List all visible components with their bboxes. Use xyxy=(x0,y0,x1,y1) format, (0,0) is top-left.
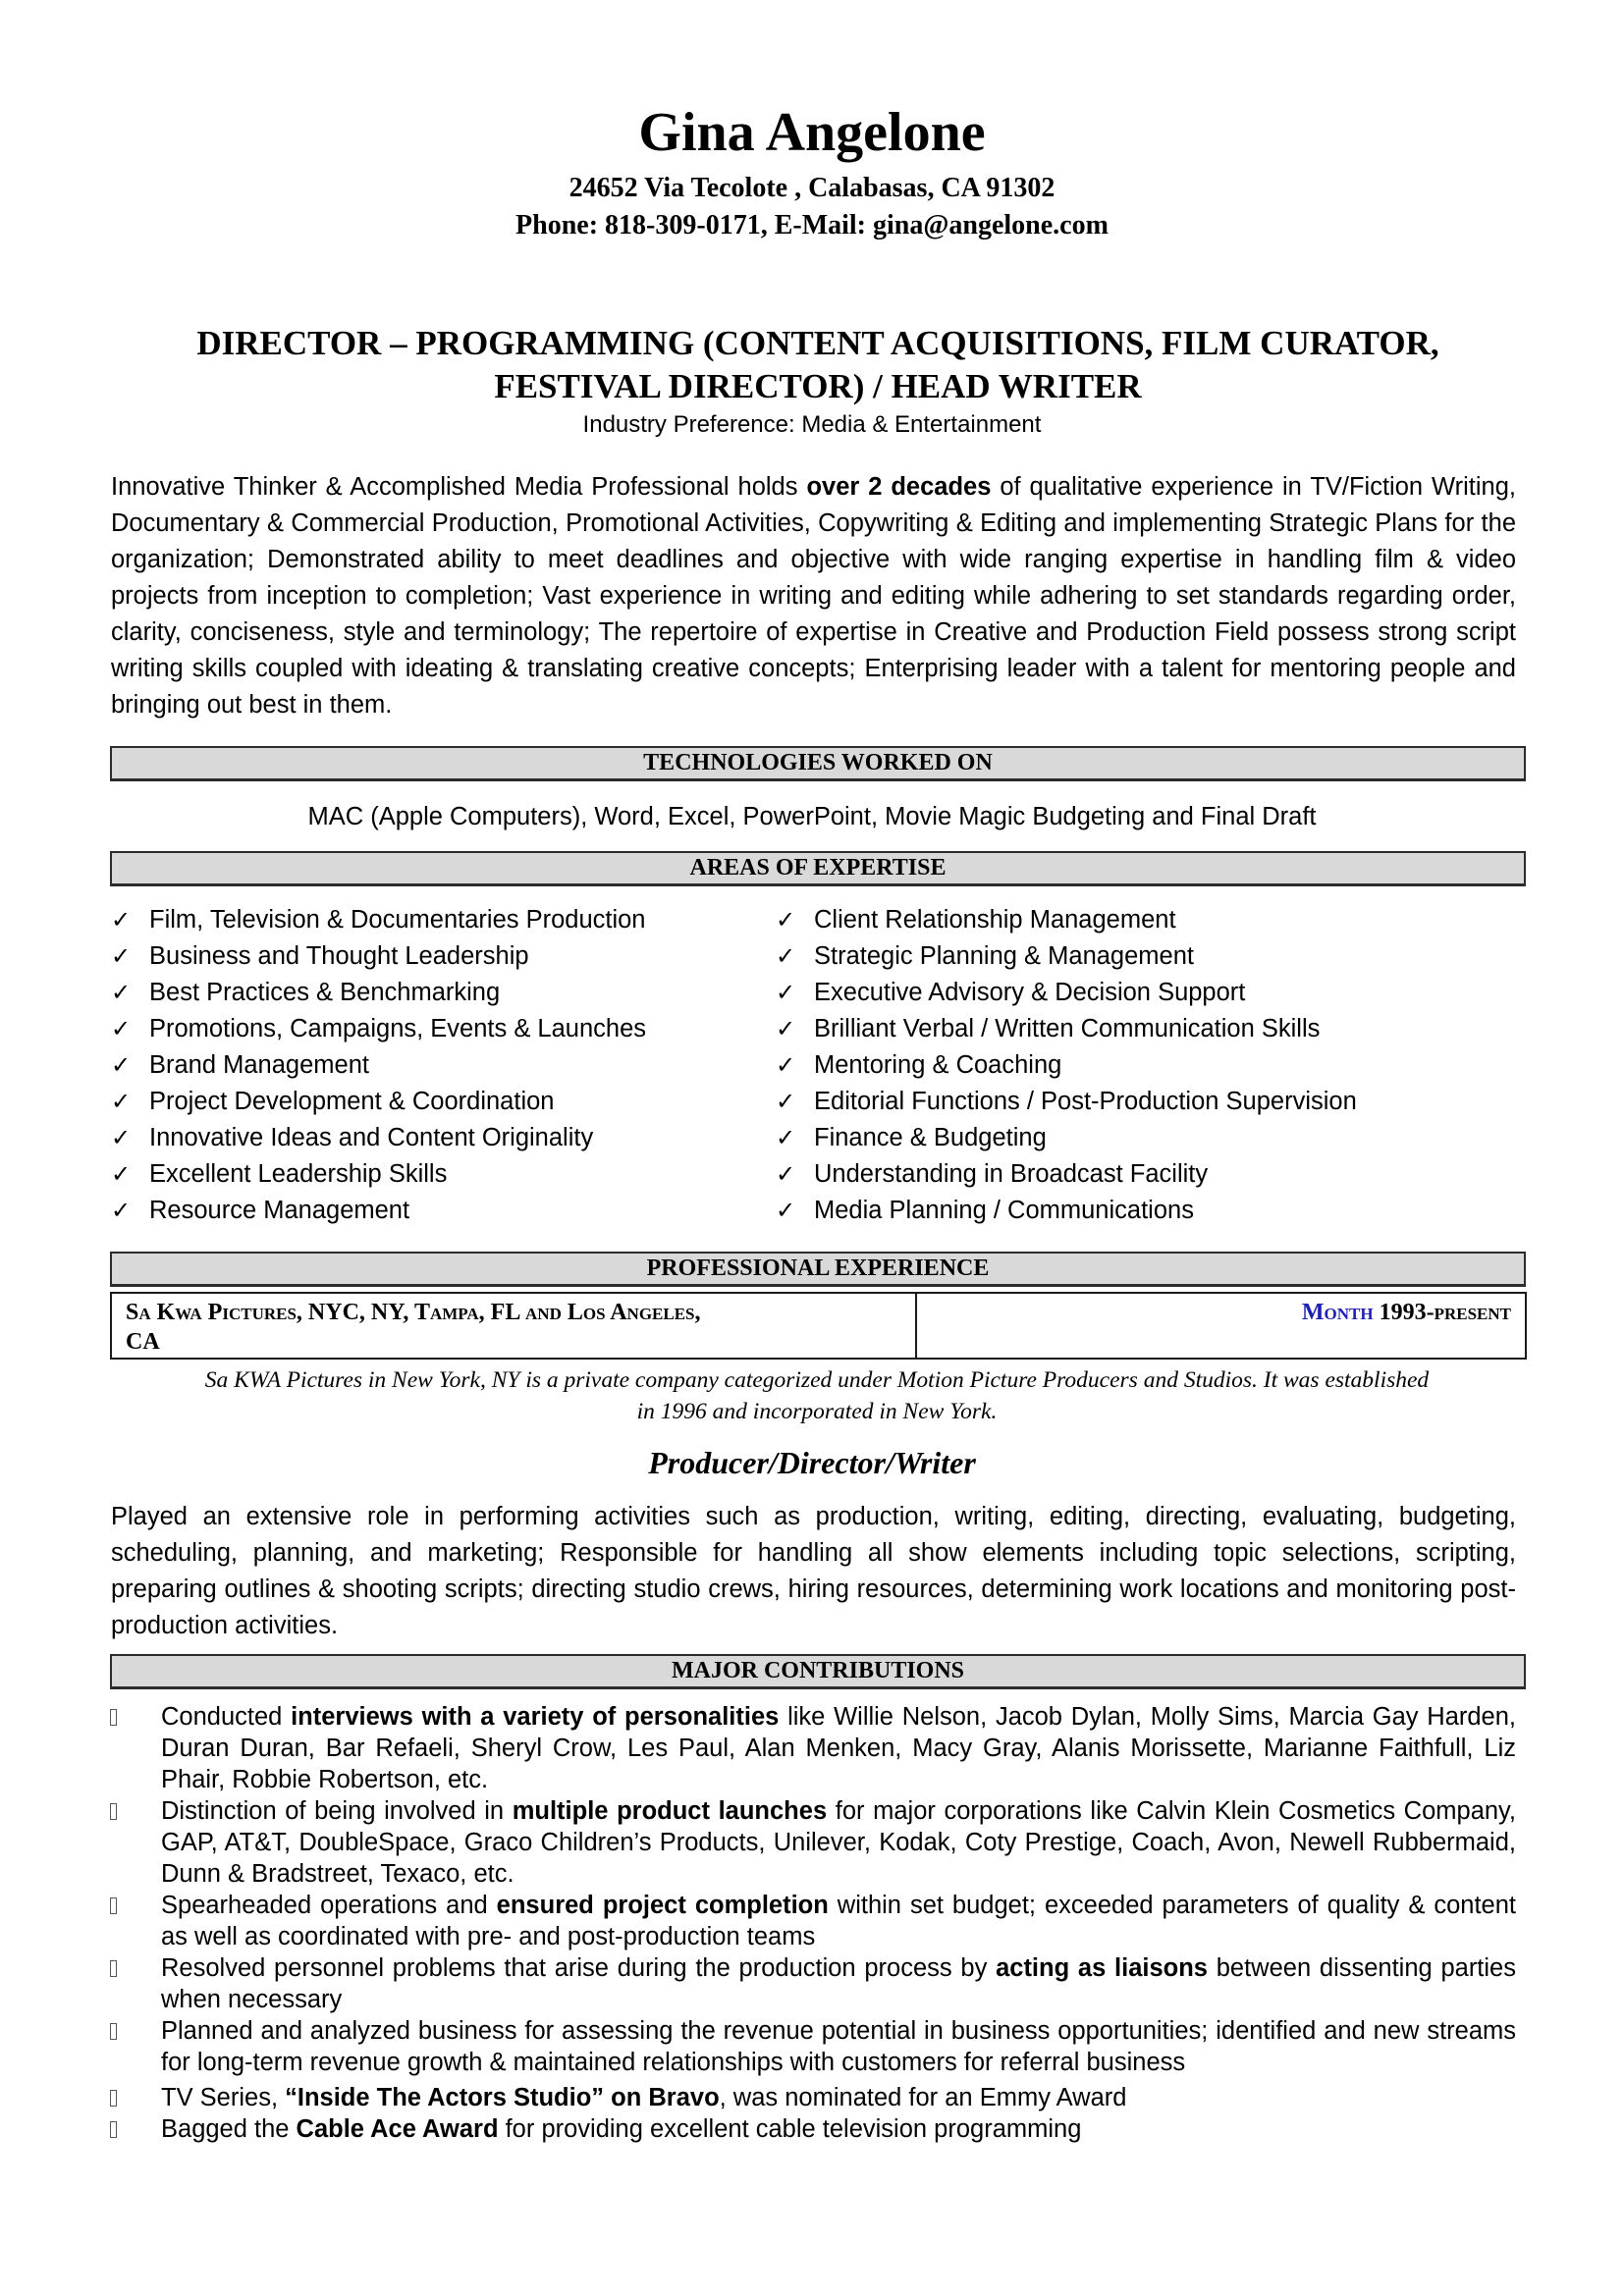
contribution-text: Spearheaded operations and xyxy=(161,1892,497,1919)
checkmark-icon: ✓ xyxy=(111,1016,132,1042)
section-header-contributions: MAJOR CONTRIBUTIONS xyxy=(110,1654,1526,1689)
expertise-item: Best Practices & Benchmarking xyxy=(149,979,501,1006)
expertise-item: Brand Management xyxy=(149,1051,369,1079)
expertise-item: Editorial Functions / Post-Production Supervision xyxy=(814,1088,1357,1115)
company-name-line2: CA xyxy=(126,1329,160,1355)
company-description xyxy=(110,1364,1524,1427)
expertise-item: Client Relationship Management xyxy=(814,906,1176,934)
contribution-highlight: acting as liaisons xyxy=(996,1954,1208,1982)
bullet-icon xyxy=(110,2023,117,2040)
contribution-item xyxy=(110,2015,1516,2078)
contribution-item xyxy=(110,1890,1516,1952)
list-item xyxy=(776,1193,1357,1229)
expertise-item: Promotions, Campaigns, Events & Launches xyxy=(149,1015,647,1042)
list-item xyxy=(111,975,646,1011)
list-item xyxy=(776,938,1357,975)
headline-title xyxy=(110,322,1526,408)
list-item xyxy=(776,902,1357,938)
expertise-item: Executive Advisory & Decision Support xyxy=(814,979,1246,1006)
checkmark-icon: ✓ xyxy=(776,1052,796,1079)
expertise-list-left xyxy=(111,902,646,1229)
job-description: Played an extensive role in performing activities such as production, writing, editing, directing, evaluating, budgeting, scheduling, planning, and marketing; Responsible for handling all show elements including topic selections, scripting, preparing outlines & shooting scripts; directing studio crews, hiring resources, determining work locations and monitoring post-production activities. xyxy=(111,1503,1516,1639)
checkmark-icon: ✓ xyxy=(111,907,132,934)
list-item xyxy=(111,1084,646,1120)
contribution-text: between dissenting parties when necessary xyxy=(161,1954,1516,2013)
contribution-highlight: interviews with a variety of personalities xyxy=(291,1703,780,1731)
contribution-text: for major corporations like Calvin Klein Cosmetics Company, GAP, AT&T, DoubleSpace, Graco Children’s Products, Unilever, Kodak, Coty Prestige, Coach, Avon, Newell Rubbermaid, Dunn & Bradstreet, Texaco, etc. xyxy=(161,1797,1516,1888)
address: 24652 Via Tecolote , Calabasas, CA 91302 xyxy=(568,173,1056,203)
contribution-text: Resolved personnel problems that arise during the production process by xyxy=(161,1954,997,1982)
list-item xyxy=(776,975,1357,1011)
checkmark-icon: ✓ xyxy=(776,943,796,970)
list-item xyxy=(776,1011,1357,1047)
section-header-expertise: AREAS OF EXPERTISE xyxy=(110,851,1526,886)
contribution-highlight: Cable Ace Award xyxy=(296,2115,499,2143)
expertise-item: Finance & Budgeting xyxy=(814,1124,1047,1151)
checkmark-icon: ✓ xyxy=(111,943,132,970)
checkmark-icon: ✓ xyxy=(776,980,796,1006)
industry-preference: Industry Preference: Media & Entertainment xyxy=(582,411,1042,438)
list-item xyxy=(776,1047,1357,1084)
contribution-item xyxy=(110,2113,1516,2145)
contact-info: Phone: 818-309-0171, E-Mail: gina@angelone.com xyxy=(515,210,1109,240)
checkmark-icon: ✓ xyxy=(776,1125,796,1151)
contribution-text: for providing excellent cable television programming xyxy=(498,2115,1082,2143)
employment-dates xyxy=(917,1294,1525,1358)
expertise-item: Understanding in Broadcast Facility xyxy=(814,1160,1209,1188)
expertise-item: Mentoring & Coaching xyxy=(814,1051,1062,1079)
section-header-technologies: TECHNOLOGIES WORKED ON xyxy=(110,746,1526,781)
company-description-line2: in 1996 and incorporated in New York. xyxy=(636,1399,998,1424)
expertise-item: Brilliant Verbal / Written Communication Skills xyxy=(814,1015,1321,1042)
headline-title-line1: DIRECTOR – PROGRAMMING (CONTENT ACQUISITIONS, FILM CURATOR, xyxy=(196,324,1439,362)
bullet-icon xyxy=(110,1803,117,1820)
contribution-highlight: ensured project completion xyxy=(496,1892,829,1919)
expertise-item: Strategic Planning & Management xyxy=(814,942,1194,970)
checkmark-icon: ✓ xyxy=(111,1161,132,1188)
bullet-icon xyxy=(110,1709,117,1726)
list-item xyxy=(776,1084,1357,1120)
technologies-list: MAC (Apple Computers), Word, Excel, PowerPoint, Movie Magic Budgeting and Final Draft xyxy=(307,803,1317,830)
bullet-icon xyxy=(110,2121,117,2138)
expertise-item: Excellent Leadership Skills xyxy=(149,1160,448,1188)
list-item xyxy=(111,1193,646,1229)
list-item xyxy=(111,1011,646,1047)
expertise-item: Film, Television & Documentaries Production xyxy=(149,906,646,934)
summary-text: of qualitative experience in TV/Fiction Writing, Documentary & Commercial Production, Promotional Activities, Copywriting & Editing and implementing Strategic Plans for the organization; Demonstrated ability to meet deadlines and objective with wide ranging expertise in handling film & video projects from inception to completion; Vast experience in writing and editing while adhering to set standards regarding order, clarity, conciseness, style and terminology; The repertoire of expertise in Creative and Production Field possess strong script writing skills coupled with ideating & translating creative concepts; Enterprising leader with a talent for mentoring people and bringing out best in them. xyxy=(111,473,1516,719)
experience-table xyxy=(110,1292,1527,1360)
section-header-experience: PROFESSIONAL EXPERIENCE xyxy=(110,1252,1526,1287)
expertise-item: Business and Thought Leadership xyxy=(149,942,529,970)
list-item xyxy=(776,1120,1357,1156)
checkmark-icon: ✓ xyxy=(776,1161,796,1188)
headline-title-line2: FESTIVAL DIRECTOR) / HEAD WRITER xyxy=(494,367,1142,405)
checkmark-icon: ✓ xyxy=(111,1052,132,1079)
bullet-icon xyxy=(110,1960,117,1977)
contribution-item xyxy=(110,1701,1516,1795)
contribution-text: TV Series, xyxy=(161,2084,286,2111)
date-month: Month xyxy=(1301,1300,1374,1325)
list-item xyxy=(111,938,646,975)
expertise-item: Resource Management xyxy=(149,1197,410,1224)
checkmark-icon: ✓ xyxy=(776,1198,796,1224)
bullet-icon xyxy=(110,2090,117,2107)
list-item xyxy=(111,1047,646,1084)
expertise-item: Media Planning / Communications xyxy=(814,1197,1194,1224)
contribution-text: Distinction of being involved in xyxy=(161,1797,513,1825)
contribution-item xyxy=(110,2082,1516,2113)
company-description-line1: Sa KWA Pictures in New York, NY is a private company categorized under Motion Picture Producers and Studios. It was established xyxy=(204,1367,1430,1393)
company-name xyxy=(112,1294,917,1358)
contribution-text: Conducted xyxy=(161,1703,292,1731)
expertise-list-right xyxy=(776,902,1357,1229)
checkmark-icon: ✓ xyxy=(111,1198,132,1224)
summary-highlight: over 2 decades xyxy=(806,473,992,501)
contributions-list xyxy=(110,1701,1516,2145)
expertise-item: Innovative Ideas and Content Originality xyxy=(149,1124,594,1151)
contribution-text: , was nominated for an Emmy Award xyxy=(719,2084,1127,2111)
list-item xyxy=(111,1120,646,1156)
bullet-icon xyxy=(110,1897,117,1914)
job-title: Producer/Director/Writer xyxy=(648,1445,976,1480)
contribution-highlight: multiple product launches xyxy=(512,1797,828,1825)
contribution-text: Planned and analyzed business for assessing the revenue potential in business opportunities; identified and new streams for long-term revenue growth & maintained relationships with customers for referral business xyxy=(161,2017,1516,2076)
list-item xyxy=(111,902,646,938)
date-range: 1993-present xyxy=(1373,1300,1511,1325)
contribution-item xyxy=(110,1952,1516,2015)
checkmark-icon: ✓ xyxy=(111,980,132,1006)
contribution-text: like Willie Nelson, Jacob Dylan, Molly Sims, Marcia Gay Harden, Duran Duran, Bar Refaeli, Sheryl Crow, Les Paul, Alan Menken, Macy Gray, Alanis Morissette, Marianne Faithfull, Liz Phair, Robbie Robertson, etc. xyxy=(161,1703,1516,1793)
list-item xyxy=(111,1156,646,1193)
contribution-highlight: “Inside The Actors Studio” on Bravo xyxy=(285,2084,720,2111)
candidate-name: Gina Angelone xyxy=(638,102,986,163)
checkmark-icon: ✓ xyxy=(111,1089,132,1115)
checkmark-icon: ✓ xyxy=(776,1089,796,1115)
contribution-item xyxy=(110,1795,1516,1890)
contribution-text: within set budget; exceeded parameters of quality & content as well as coordinated with pre- and post-production teams xyxy=(161,1892,1516,1950)
expertise-item: Project Development & Coordination xyxy=(149,1088,555,1115)
company-name-line1: Sa Kwa Pictures, NYC, NY, Tampa, FL and Los Angeles, xyxy=(126,1300,701,1325)
checkmark-icon: ✓ xyxy=(776,1016,796,1042)
list-item xyxy=(776,1156,1357,1193)
professional-summary xyxy=(111,469,1516,723)
checkmark-icon: ✓ xyxy=(776,907,796,934)
summary-text: Innovative Thinker & Accomplished Media Professional holds xyxy=(111,473,807,501)
contribution-text: Bagged the xyxy=(161,2115,297,2143)
checkmark-icon: ✓ xyxy=(111,1125,132,1151)
